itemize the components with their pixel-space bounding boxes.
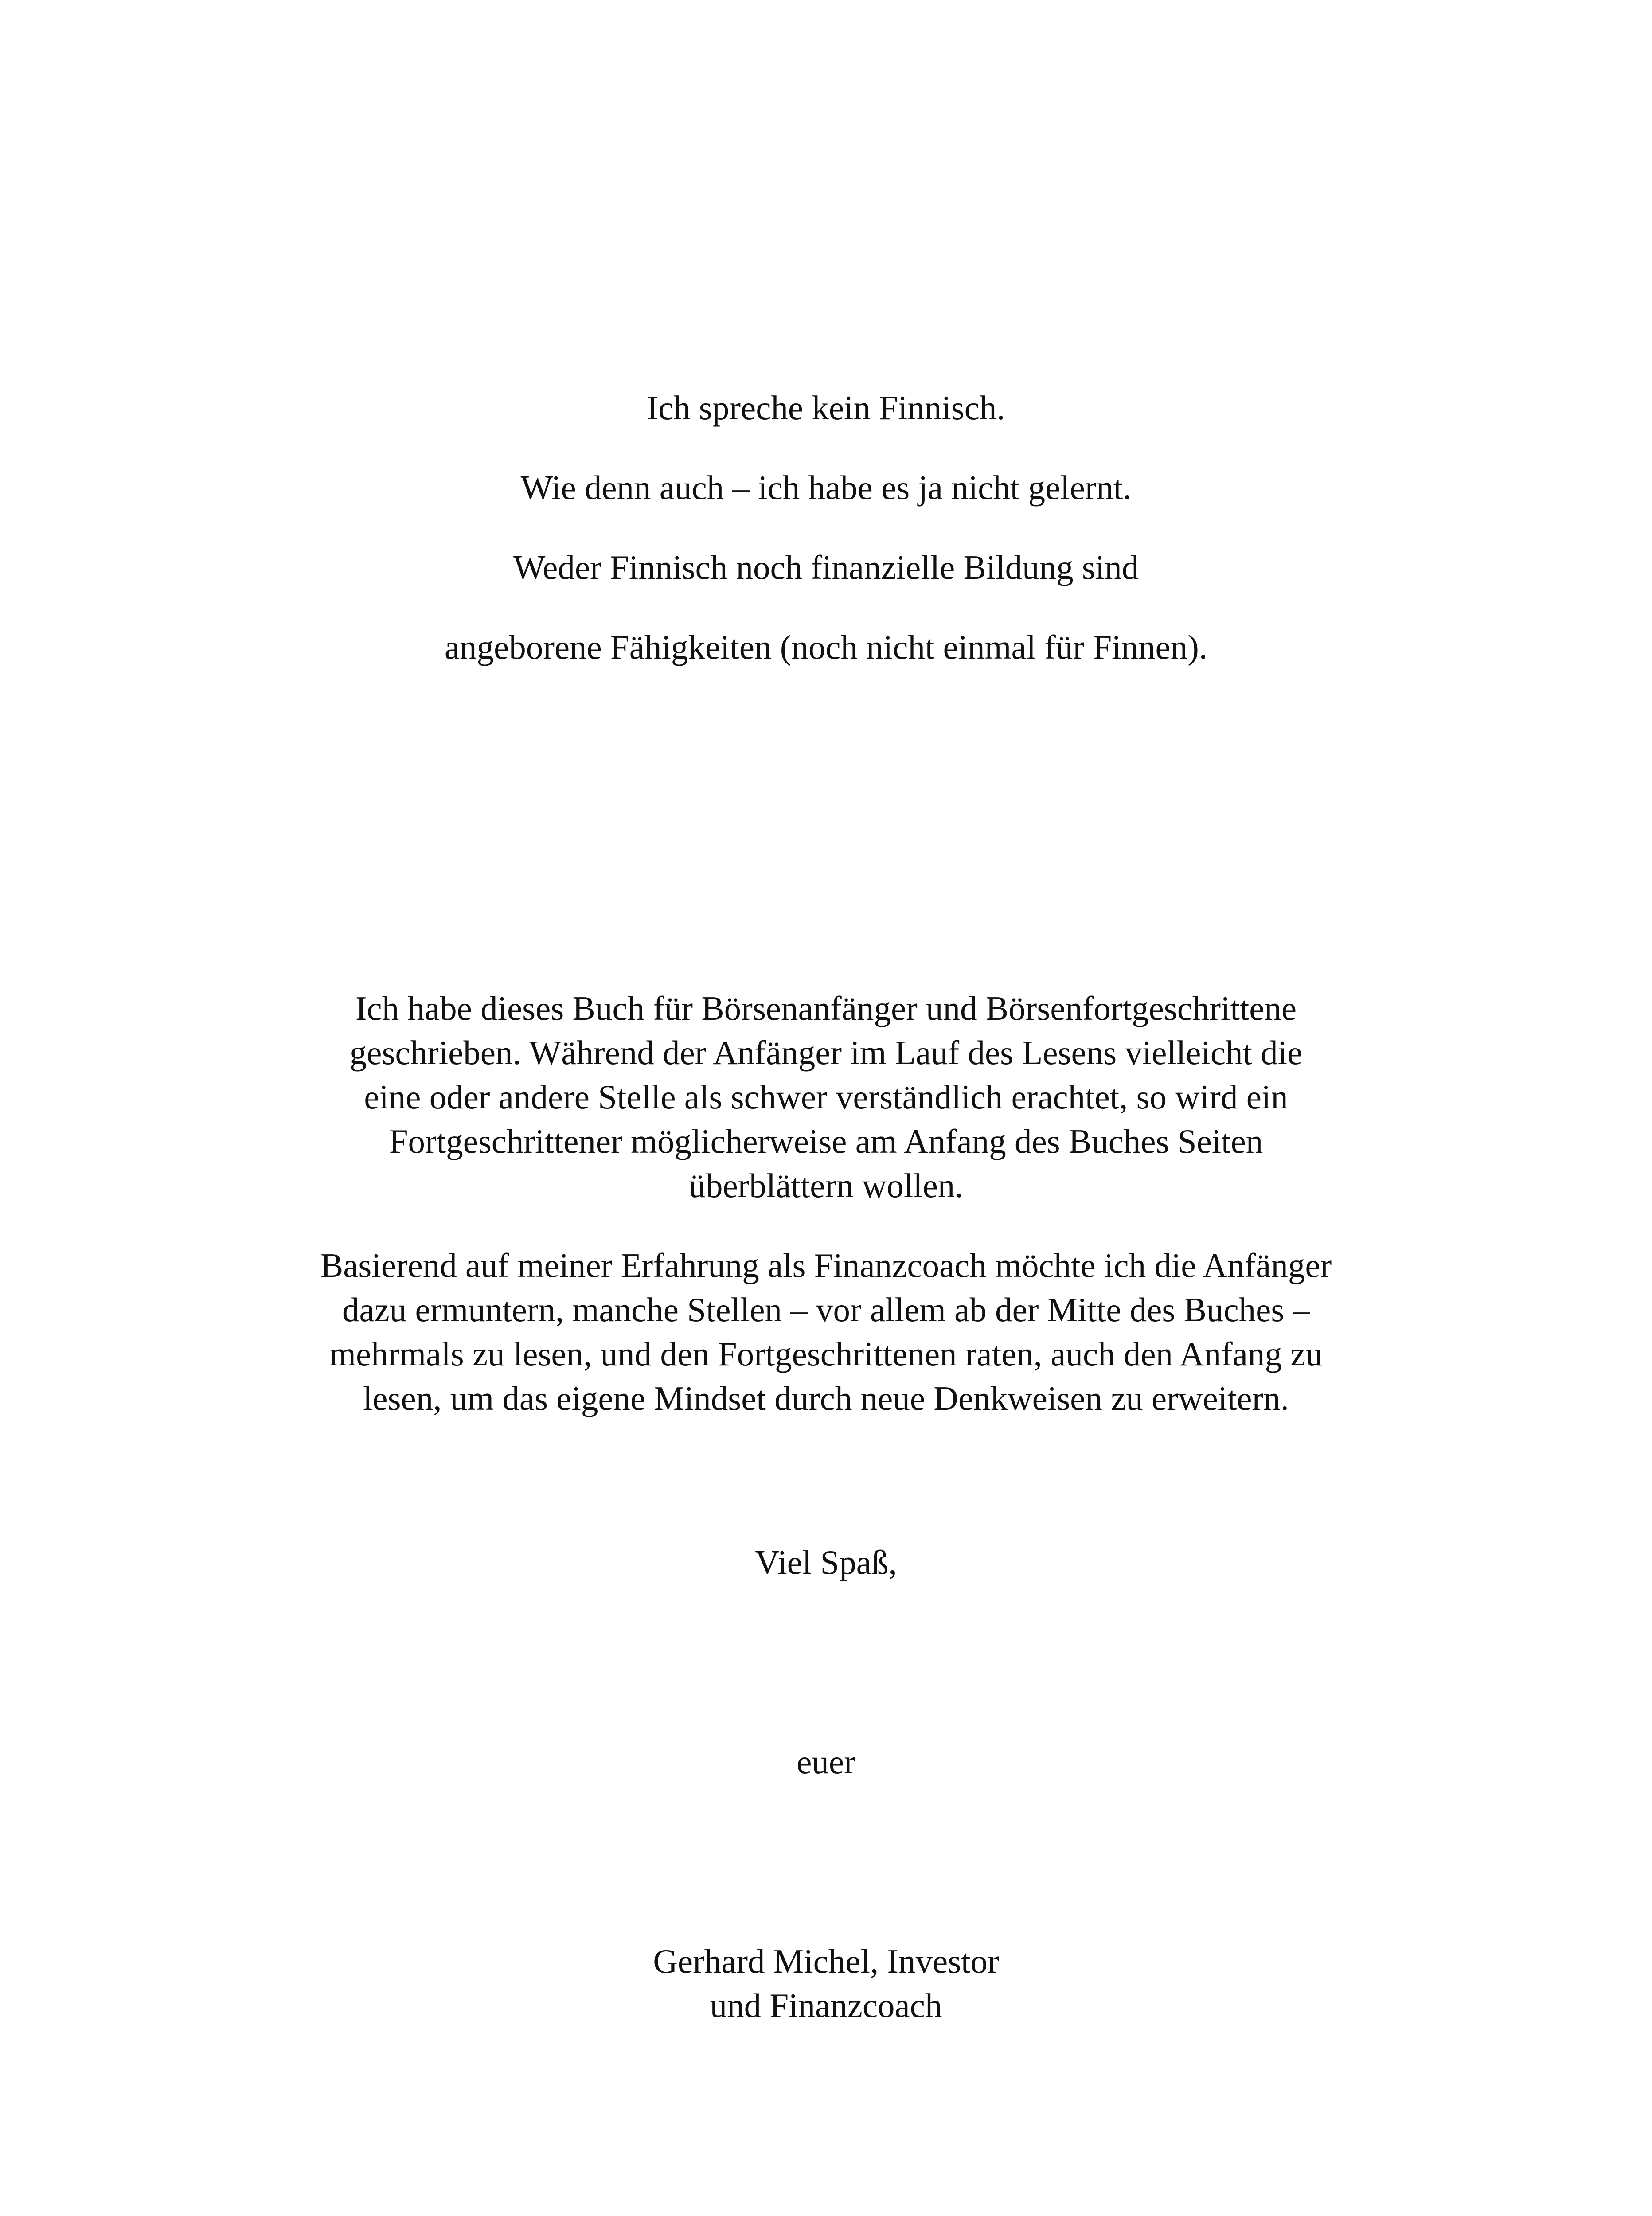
paragraph2-line: dazu ermuntern, manche Stellen – vor allem ab der Mitte des Buches –	[342, 1291, 1310, 1329]
paragraph2-line: lesen, um das eigene Mindset durch neue Denkweisen zu erweitern.	[363, 1379, 1289, 1417]
signature-line-1: Gerhard Michel, Investor	[653, 1942, 999, 1980]
intro-line-3: Weder Finnisch noch finanzielle Bildung sind	[513, 548, 1139, 586]
paragraph2-line: Basierend auf meiner Erfahrung als Finanzcoach möchte ich die Anfänger	[320, 1246, 1332, 1284]
intro-line-1: Ich spreche kein Finnisch.	[647, 389, 1005, 427]
closing-euer: euer	[797, 1743, 855, 1781]
paragraph1-line: Ich habe dieses Buch für Börsenanfänger und Börsenfortgeschrittene	[355, 989, 1297, 1027]
intro-line-4: angeborene Fähigkeiten (noch nicht einmal für Finnen).	[444, 628, 1208, 666]
intro-line-2: Wie denn auch – ich habe es ja nicht gelernt.	[520, 468, 1132, 507]
paragraph1-line: Fortgeschrittener möglicherweise am Anfang des Buches Seiten	[389, 1122, 1263, 1160]
closing-greeting: Viel Spaß,	[755, 1543, 897, 1581]
paragraph1-line: eine oder andere Stelle als schwer verständlich erachtet, so wird ein	[364, 1078, 1288, 1116]
paragraph1-line: überblättern wollen.	[688, 1167, 964, 1205]
signature-line-2: und Finanzcoach	[710, 1986, 942, 2025]
paragraph1-line: geschrieben. Während der Anfänger im Lauf des Lesens vielleicht die	[349, 1034, 1303, 1072]
paragraph2-line: mehrmals zu lesen, und den Fortgeschrittenen raten, auch den Anfang zu	[329, 1335, 1323, 1373]
